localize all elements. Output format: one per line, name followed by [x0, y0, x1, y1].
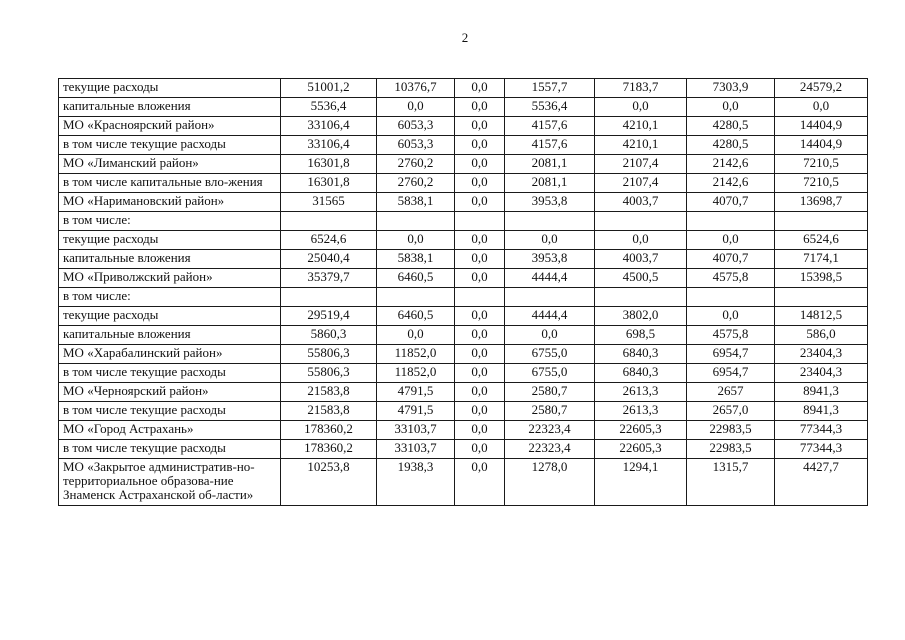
- value-cell: 1278,0: [505, 459, 595, 506]
- value-cell: 6954,7: [687, 364, 775, 383]
- value-cell: 10253,8: [281, 459, 377, 506]
- value-cell: 33106,4: [281, 117, 377, 136]
- value-cell: 178360,2: [281, 440, 377, 459]
- row-label: в том числе текущие расходы: [59, 402, 281, 421]
- value-cell: [377, 212, 455, 231]
- value-cell: 0,0: [455, 421, 505, 440]
- value-cell: [775, 212, 868, 231]
- row-label: МО «Приволжский район»: [59, 269, 281, 288]
- value-cell: 7183,7: [595, 79, 687, 98]
- row-label: в том числе капитальные вло-жения: [59, 174, 281, 193]
- value-cell: 0,0: [455, 231, 505, 250]
- value-cell: 0,0: [505, 326, 595, 345]
- table-row: [59, 269, 868, 288]
- value-cell: 5860,3: [281, 326, 377, 345]
- value-cell: 13698,7: [775, 193, 868, 212]
- budget-table-body: [59, 79, 868, 506]
- value-cell: 6840,3: [595, 364, 687, 383]
- value-cell: 0,0: [455, 402, 505, 421]
- value-cell: 6755,0: [505, 345, 595, 364]
- value-cell: [455, 212, 505, 231]
- value-cell: 1315,7: [687, 459, 775, 506]
- row-label: МО «Город Астрахань»: [59, 421, 281, 440]
- table-row: [59, 288, 868, 307]
- value-cell: 4157,6: [505, 136, 595, 155]
- value-cell: [505, 212, 595, 231]
- table-row: [59, 193, 868, 212]
- row-label: МО «Черноярский район»: [59, 383, 281, 402]
- table-row: [59, 307, 868, 326]
- row-label: в том числе текущие расходы: [59, 364, 281, 383]
- value-cell: 4444,4: [505, 269, 595, 288]
- value-cell: 4210,1: [595, 117, 687, 136]
- value-cell: 4070,7: [687, 250, 775, 269]
- value-cell: 23404,3: [775, 364, 868, 383]
- table-row: [59, 421, 868, 440]
- value-cell: 4444,4: [505, 307, 595, 326]
- value-cell: 33103,7: [377, 421, 455, 440]
- value-cell: 4575,8: [687, 326, 775, 345]
- value-cell: 55806,3: [281, 364, 377, 383]
- table-row: [59, 402, 868, 421]
- value-cell: 51001,2: [281, 79, 377, 98]
- value-cell: 2657,0: [687, 402, 775, 421]
- value-cell: 21583,8: [281, 402, 377, 421]
- table-row: [59, 383, 868, 402]
- row-label: капитальные вложения: [59, 250, 281, 269]
- value-cell: 6053,3: [377, 136, 455, 155]
- value-cell: 14404,9: [775, 117, 868, 136]
- value-cell: 4280,5: [687, 136, 775, 155]
- table-row: [59, 231, 868, 250]
- value-cell: 2613,3: [595, 383, 687, 402]
- table-row: [59, 345, 868, 364]
- table-row: [59, 459, 868, 506]
- value-cell: 0,0: [377, 98, 455, 117]
- value-cell: 5536,4: [281, 98, 377, 117]
- value-cell: 2081,1: [505, 174, 595, 193]
- value-cell: 24579,2: [775, 79, 868, 98]
- table-row: [59, 364, 868, 383]
- row-label: текущие расходы: [59, 79, 281, 98]
- value-cell: [505, 288, 595, 307]
- value-cell: 0,0: [455, 250, 505, 269]
- value-cell: 16301,8: [281, 174, 377, 193]
- value-cell: 77344,3: [775, 440, 868, 459]
- value-cell: 0,0: [455, 155, 505, 174]
- value-cell: 8941,3: [775, 383, 868, 402]
- table-row: [59, 174, 868, 193]
- value-cell: 4575,8: [687, 269, 775, 288]
- table-row: [59, 136, 868, 155]
- value-cell: 2760,2: [377, 174, 455, 193]
- value-cell: 0,0: [455, 193, 505, 212]
- value-cell: 4157,6: [505, 117, 595, 136]
- row-label: МО «Закрытое административ-но-территориальное образова-ние Знаменск Астраханской об-ласти»: [59, 459, 281, 506]
- table-row: [59, 212, 868, 231]
- value-cell: 3953,8: [505, 250, 595, 269]
- table-row: [59, 98, 868, 117]
- value-cell: 4791,5: [377, 383, 455, 402]
- value-cell: 6755,0: [505, 364, 595, 383]
- value-cell: 31565: [281, 193, 377, 212]
- row-label: текущие расходы: [59, 231, 281, 250]
- value-cell: 0,0: [455, 364, 505, 383]
- value-cell: 4500,5: [595, 269, 687, 288]
- value-cell: 0,0: [455, 98, 505, 117]
- value-cell: 6460,5: [377, 269, 455, 288]
- value-cell: 55806,3: [281, 345, 377, 364]
- value-cell: 4003,7: [595, 250, 687, 269]
- value-cell: 0,0: [377, 326, 455, 345]
- value-cell: 0,0: [455, 136, 505, 155]
- row-label: МО «Харабалинский район»: [59, 345, 281, 364]
- value-cell: 0,0: [595, 231, 687, 250]
- value-cell: 11852,0: [377, 364, 455, 383]
- value-cell: 6460,5: [377, 307, 455, 326]
- value-cell: 6053,3: [377, 117, 455, 136]
- value-cell: 698,5: [595, 326, 687, 345]
- row-label: МО «Красноярский район»: [59, 117, 281, 136]
- value-cell: 2081,1: [505, 155, 595, 174]
- value-cell: 6524,6: [281, 231, 377, 250]
- value-cell: 2142,6: [687, 155, 775, 174]
- value-cell: 2107,4: [595, 174, 687, 193]
- page-number: 2: [461, 30, 469, 45]
- value-cell: 22323,4: [505, 440, 595, 459]
- value-cell: 2107,4: [595, 155, 687, 174]
- value-cell: [281, 288, 377, 307]
- value-cell: 35379,7: [281, 269, 377, 288]
- value-cell: 5536,4: [505, 98, 595, 117]
- value-cell: 7210,5: [775, 174, 868, 193]
- value-cell: 14812,5: [775, 307, 868, 326]
- value-cell: 0,0: [455, 440, 505, 459]
- value-cell: 11852,0: [377, 345, 455, 364]
- value-cell: 1294,1: [595, 459, 687, 506]
- value-cell: 1938,3: [377, 459, 455, 506]
- value-cell: 4280,5: [687, 117, 775, 136]
- value-cell: 178360,2: [281, 421, 377, 440]
- value-cell: 0,0: [377, 231, 455, 250]
- value-cell: 0,0: [455, 174, 505, 193]
- value-cell: 0,0: [455, 345, 505, 364]
- table-row: [59, 440, 868, 459]
- value-cell: 5838,1: [377, 193, 455, 212]
- value-cell: 23404,3: [775, 345, 868, 364]
- value-cell: 22605,3: [595, 421, 687, 440]
- value-cell: 2657: [687, 383, 775, 402]
- value-cell: 25040,4: [281, 250, 377, 269]
- value-cell: 33103,7: [377, 440, 455, 459]
- value-cell: 0,0: [455, 383, 505, 402]
- value-cell: 0,0: [455, 79, 505, 98]
- row-label: в том числе:: [59, 212, 281, 231]
- value-cell: 7303,9: [687, 79, 775, 98]
- value-cell: 21583,8: [281, 383, 377, 402]
- budget-table: [58, 78, 868, 506]
- value-cell: 33106,4: [281, 136, 377, 155]
- value-cell: 22983,5: [687, 440, 775, 459]
- value-cell: 6840,3: [595, 345, 687, 364]
- value-cell: 2580,7: [505, 383, 595, 402]
- value-cell: 0,0: [687, 98, 775, 117]
- value-cell: 2580,7: [505, 402, 595, 421]
- value-cell: 77344,3: [775, 421, 868, 440]
- value-cell: 4210,1: [595, 136, 687, 155]
- value-cell: 0,0: [687, 307, 775, 326]
- value-cell: 14404,9: [775, 136, 868, 155]
- value-cell: 3953,8: [505, 193, 595, 212]
- value-cell: 22983,5: [687, 421, 775, 440]
- value-cell: 586,0: [775, 326, 868, 345]
- value-cell: [687, 288, 775, 307]
- value-cell: 0,0: [455, 117, 505, 136]
- value-cell: 5838,1: [377, 250, 455, 269]
- value-cell: 0,0: [455, 269, 505, 288]
- value-cell: 4791,5: [377, 402, 455, 421]
- value-cell: 6524,6: [775, 231, 868, 250]
- value-cell: 2760,2: [377, 155, 455, 174]
- row-label: текущие расходы: [59, 307, 281, 326]
- value-cell: [377, 288, 455, 307]
- row-label: МО «Лиманский район»: [59, 155, 281, 174]
- value-cell: 10376,7: [377, 79, 455, 98]
- row-label: капитальные вложения: [59, 98, 281, 117]
- value-cell: 15398,5: [775, 269, 868, 288]
- row-label: МО «Наримановский район»: [59, 193, 281, 212]
- value-cell: 16301,8: [281, 155, 377, 174]
- table-row: [59, 79, 868, 98]
- row-label: капитальные вложения: [59, 326, 281, 345]
- value-cell: 3802,0: [595, 307, 687, 326]
- value-cell: [595, 212, 687, 231]
- value-cell: [775, 288, 868, 307]
- table-row: [59, 117, 868, 136]
- value-cell: 8941,3: [775, 402, 868, 421]
- value-cell: 4070,7: [687, 193, 775, 212]
- value-cell: [281, 212, 377, 231]
- value-cell: 22323,4: [505, 421, 595, 440]
- value-cell: 0,0: [455, 326, 505, 345]
- value-cell: 0,0: [687, 231, 775, 250]
- value-cell: 7174,1: [775, 250, 868, 269]
- value-cell: 7210,5: [775, 155, 868, 174]
- value-cell: 29519,4: [281, 307, 377, 326]
- value-cell: 2613,3: [595, 402, 687, 421]
- value-cell: 0,0: [455, 307, 505, 326]
- value-cell: 0,0: [505, 231, 595, 250]
- value-cell: 0,0: [775, 98, 868, 117]
- value-cell: 0,0: [595, 98, 687, 117]
- value-cell: [455, 288, 505, 307]
- table-row: [59, 155, 868, 174]
- row-label: в том числе:: [59, 288, 281, 307]
- value-cell: [595, 288, 687, 307]
- value-cell: 0,0: [455, 459, 505, 506]
- value-cell: 4427,7: [775, 459, 868, 506]
- row-label: в том числе текущие расходы: [59, 440, 281, 459]
- value-cell: 1557,7: [505, 79, 595, 98]
- table-row: [59, 250, 868, 269]
- value-cell: 2142,6: [687, 174, 775, 193]
- value-cell: 6954,7: [687, 345, 775, 364]
- table-row: [59, 326, 868, 345]
- value-cell: [687, 212, 775, 231]
- value-cell: 22605,3: [595, 440, 687, 459]
- row-label: в том числе текущие расходы: [59, 136, 281, 155]
- value-cell: 4003,7: [595, 193, 687, 212]
